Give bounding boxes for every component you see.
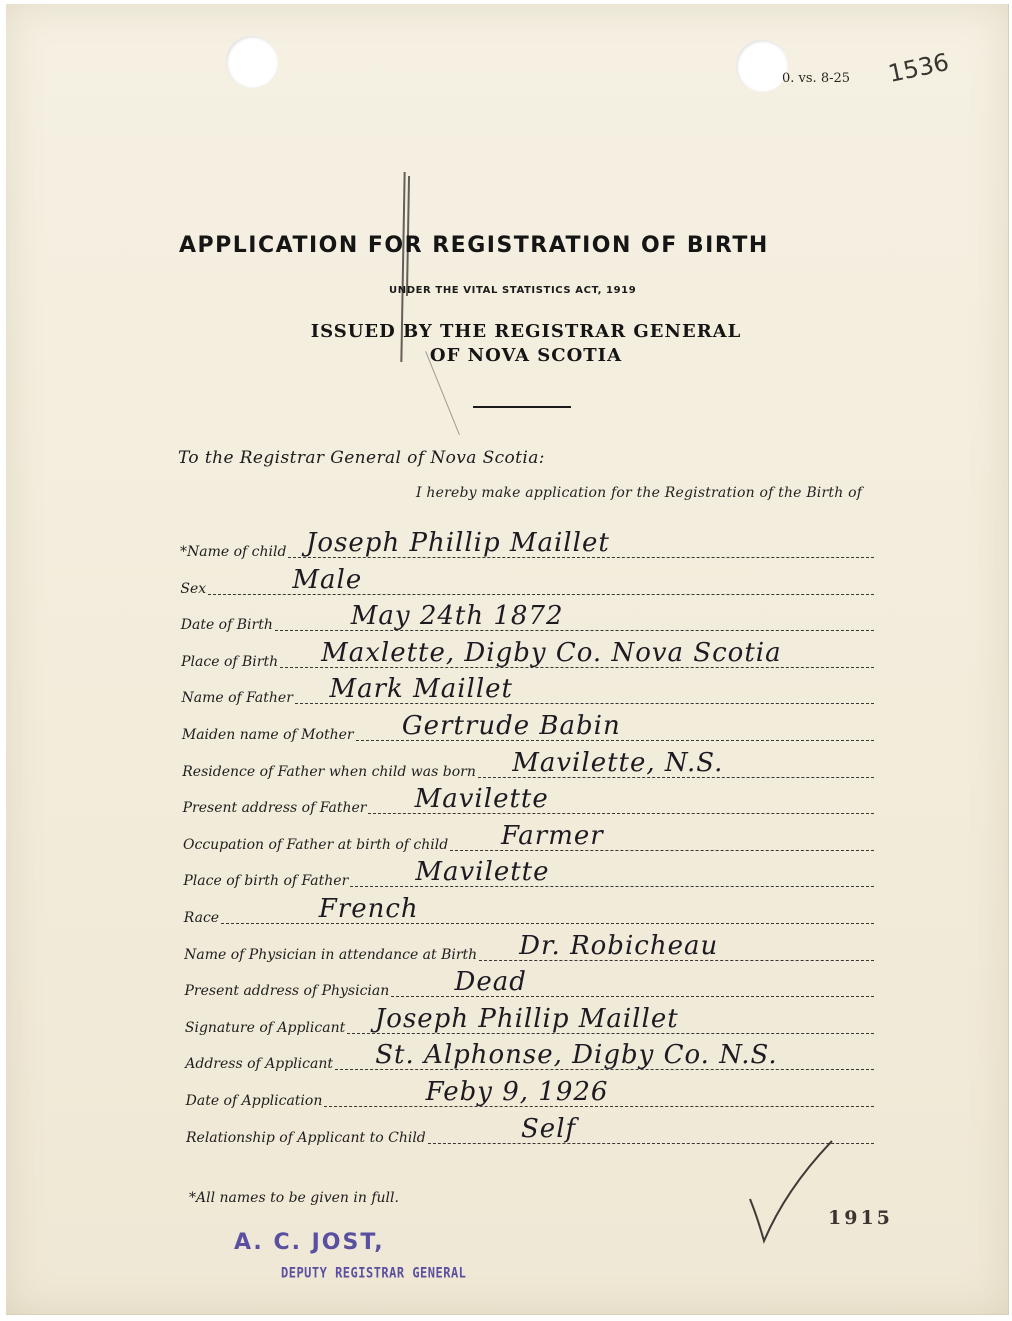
punch-hole-right xyxy=(736,40,788,92)
form-field-row xyxy=(183,857,874,890)
field-label: Name of Physician in attendance at Birth xyxy=(184,946,478,963)
document-subtitle: UNDER THE VITAL STATISTICS ACT, 1919 xyxy=(389,285,637,296)
form-field-row xyxy=(184,967,875,1000)
handwritten-field-value: Dead xyxy=(454,967,527,998)
form-field-row xyxy=(181,711,874,743)
field-label: Sex xyxy=(180,580,207,597)
field-label: Place of Birth xyxy=(181,653,279,670)
handwritten-field-value: Mavilette, N.S. xyxy=(512,747,724,778)
handwritten-field-value: Maxlette, Digby Co. Nova Scotia xyxy=(321,637,782,668)
handwritten-field-value: Self xyxy=(521,1113,577,1144)
form-field-row xyxy=(180,528,874,560)
field-label: Race xyxy=(183,910,220,926)
form-field-row xyxy=(183,894,874,926)
handwritten-field-value: Joseph Phillip Maillet xyxy=(374,1003,679,1034)
divider xyxy=(473,406,571,408)
handwritten-field-value: Mavilette xyxy=(415,857,550,888)
document-page xyxy=(6,4,1009,1315)
issuer-heading xyxy=(256,320,796,368)
field-label: Name of Father xyxy=(181,690,293,707)
intro-text: I hereby make application for the Registration of the Birth of xyxy=(416,485,863,501)
salutation: To the Registrar General of Nova Scotia: xyxy=(178,448,545,468)
field-label: Place of birth of Father xyxy=(183,873,349,890)
field-label: Present address of Physician xyxy=(184,983,390,1000)
form-field-row xyxy=(185,1040,874,1073)
field-label: Signature of Applicant xyxy=(184,1019,346,1036)
form-field-row xyxy=(181,674,875,707)
handwritten-field-value: French xyxy=(318,894,419,924)
field-label: Occupation of Father at birth of child xyxy=(183,836,449,853)
document-title: APPLICATION FOR REGISTRATION OF BIRTH xyxy=(179,233,769,258)
pencil-check-mark xyxy=(746,1139,846,1249)
field-label: Date of Application xyxy=(185,1093,323,1109)
field-label: Date of Birth xyxy=(180,617,273,634)
handwritten-field-value: Farmer xyxy=(501,820,604,851)
form-number: 0. vs. 8-25 xyxy=(782,71,851,86)
handwritten-field-value: Mavilette xyxy=(414,784,549,815)
form-field-row xyxy=(182,747,874,780)
form-field-row xyxy=(184,1003,874,1036)
footnote: *All names to be given in full. xyxy=(189,1190,399,1206)
field-label: Maiden name of Mother xyxy=(181,727,354,743)
handwritten-field-value: Male xyxy=(292,564,363,595)
field-label: Address of Applicant xyxy=(185,1056,333,1073)
handwritten-field-value: May 24th 1872 xyxy=(350,601,564,632)
form-field-row xyxy=(181,637,874,670)
form-field-row xyxy=(180,601,874,634)
field-label: Relationship of Applicant to Child xyxy=(186,1129,426,1146)
form-field-row xyxy=(184,930,874,963)
form-field-row xyxy=(183,820,874,853)
handwritten-field-value: Dr. Robicheau xyxy=(519,930,719,961)
field-label: Residence of Father when child was born xyxy=(182,763,476,780)
form-field-row xyxy=(185,1077,874,1109)
handwritten-field-value: Gertrude Babin xyxy=(401,711,621,741)
registrar-stamp-title: DEPUTY REGISTRAR GENERAL xyxy=(281,1264,467,1282)
handwritten-field-value: Mark Maillet xyxy=(329,674,513,705)
field-label: *Name of child xyxy=(180,544,287,560)
registration-number: 1915 xyxy=(828,1207,893,1229)
form-field-row xyxy=(182,784,874,817)
registrar-stamp-name: A. C. JOST, xyxy=(234,1230,385,1255)
handwritten-field-value: Joseph Phillip Maillet xyxy=(306,528,610,558)
handwritten-field-value: Feby 9, 1926 xyxy=(425,1077,609,1107)
handwritten-field-value: St. Alphonse, Digby Co. N.S. xyxy=(375,1040,778,1071)
issuer-line-1: ISSUED BY THE REGISTRAR GENERAL xyxy=(310,321,742,342)
pencil-file-number: 1536 xyxy=(885,47,952,89)
punch-hole-left xyxy=(226,36,278,88)
issuer-line-2: OF NOVA SCOTIA xyxy=(429,345,623,366)
field-label: Present address of Father xyxy=(182,800,367,817)
form-field-row xyxy=(180,564,874,597)
